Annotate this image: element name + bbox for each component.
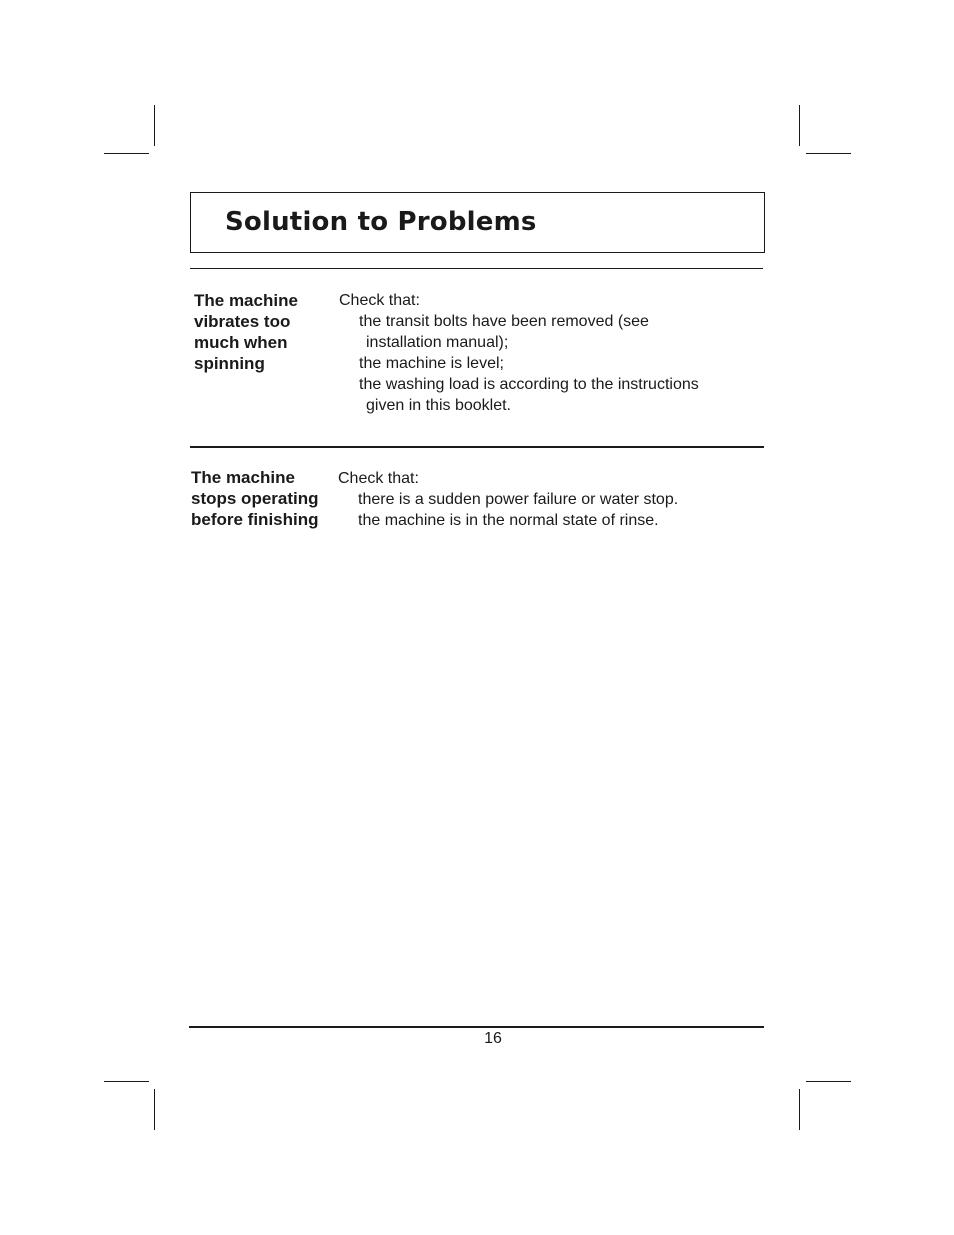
crop-mark <box>806 1081 851 1082</box>
footer-divider <box>189 1026 764 1028</box>
check-item <box>358 489 678 510</box>
crop-mark <box>104 1081 149 1082</box>
problem-line: much when <box>194 333 288 352</box>
check-item-text: given in this booklet. <box>366 397 511 414</box>
check-item <box>359 311 699 353</box>
check-item-text: the washing load is according to the instructions <box>359 376 699 393</box>
problem-line: vibrates too <box>194 312 291 331</box>
header-divider <box>190 268 763 269</box>
crop-mark <box>799 1089 800 1130</box>
check-item-text: the machine is in the normal state of rinse. <box>358 512 659 529</box>
check-item-text: there is a sudden power failure or water stop. <box>358 491 679 508</box>
check-item <box>359 374 699 416</box>
problem-line: before finishing <box>191 510 319 529</box>
crop-mark <box>799 105 800 146</box>
crop-mark <box>154 105 155 146</box>
solution-list <box>339 290 699 416</box>
problem-line: The machine <box>191 468 295 487</box>
page-title: Solution to Problems <box>225 207 537 237</box>
check-item-text: the transit bolts have been removed (see <box>359 313 649 330</box>
page-number: 16 <box>484 1030 502 1047</box>
problem-heading <box>194 290 298 374</box>
section-divider <box>190 446 764 448</box>
check-item <box>359 353 699 374</box>
check-item-text: installation manual); <box>366 334 509 351</box>
crop-mark <box>806 153 851 154</box>
problem-line: The machine <box>194 291 298 310</box>
check-item <box>358 510 678 531</box>
problem-heading <box>191 467 319 530</box>
title-box <box>190 192 765 253</box>
problem-line: spinning <box>194 354 265 373</box>
problem-line: stops operating <box>191 489 319 508</box>
solution-list <box>338 468 678 531</box>
check-lead: Check that: <box>339 292 420 309</box>
check-item-text: the machine is level; <box>359 355 504 372</box>
crop-mark <box>154 1089 155 1130</box>
crop-mark <box>104 153 149 154</box>
check-lead: Check that: <box>338 470 419 487</box>
